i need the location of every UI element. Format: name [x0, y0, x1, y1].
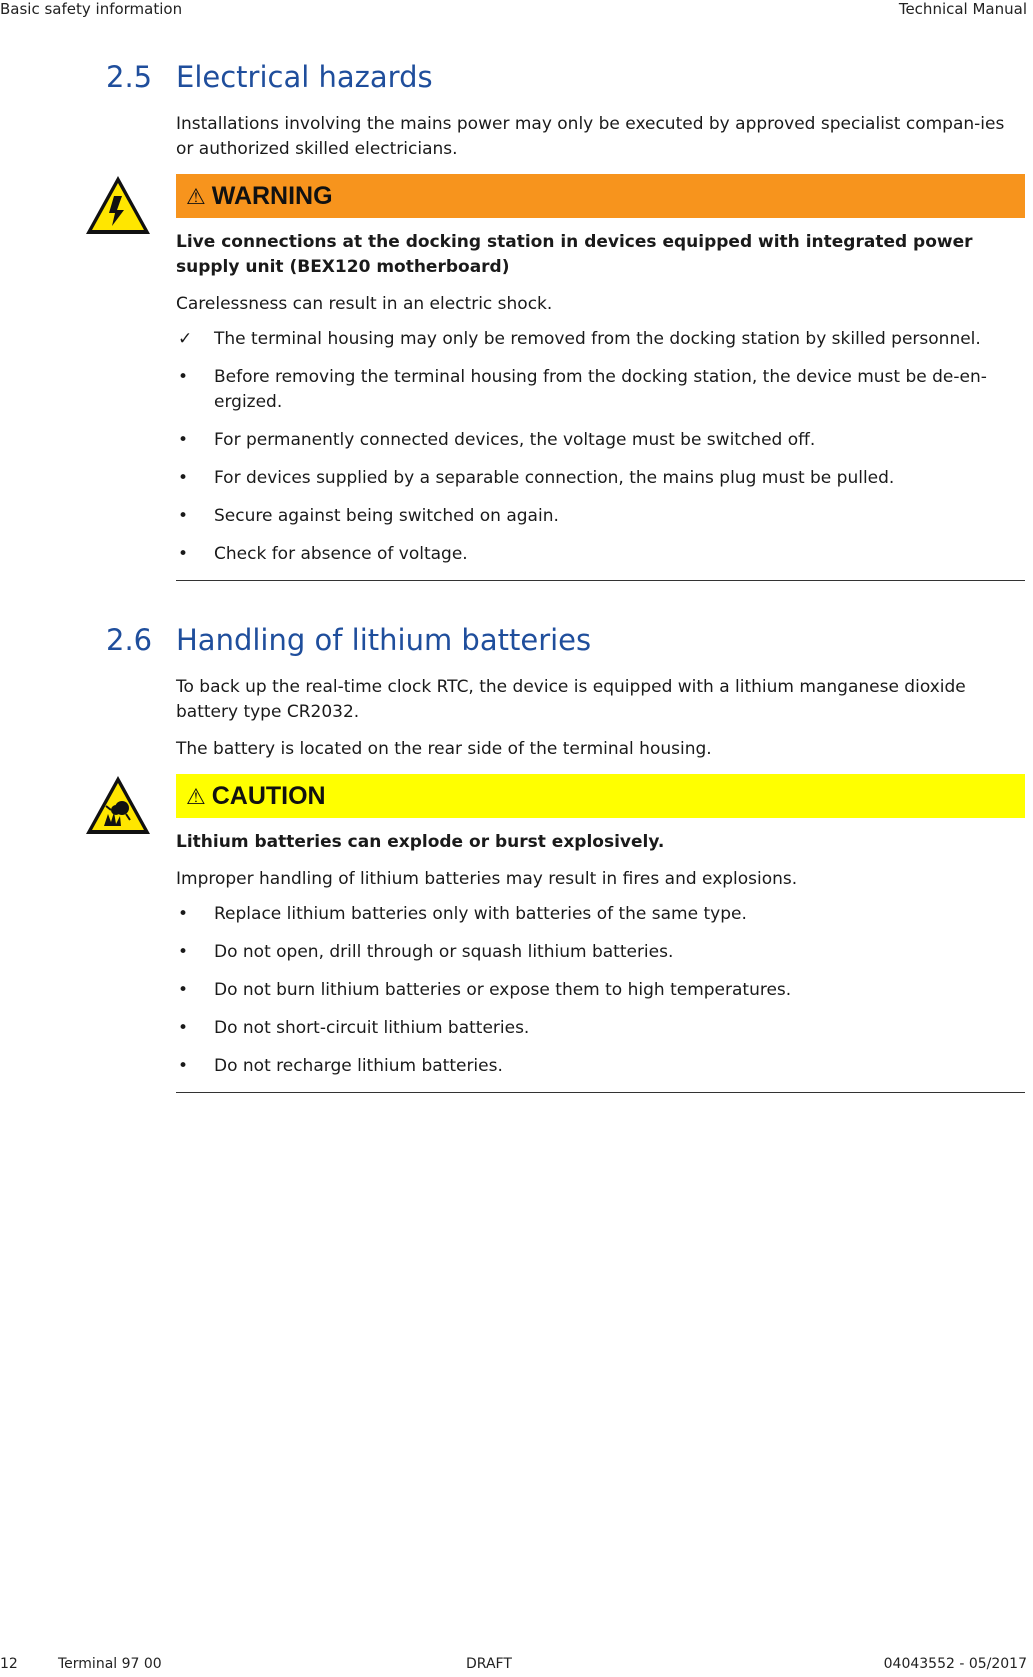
section-lithium-batteries: [106, 623, 1033, 1093]
bullet-icon: •: [178, 942, 189, 962]
footer-doc-id: 04043552 - 05/2017: [883, 1656, 1027, 1672]
list-item: [176, 466, 1025, 491]
warning-notice: [176, 174, 1025, 581]
bullet-icon: •: [178, 367, 189, 387]
list-item-text: Secure against being switched on again.: [214, 506, 559, 526]
list-item-text: The terminal housing may only be removed from the docking station by skilled personnel.: [214, 329, 981, 349]
list-item: [176, 902, 1025, 927]
notice-lead: Improper handling of lithium batteries may result in fires and explosions.: [176, 869, 798, 889]
section-intro: Installations involving the mains power may only be executed by approved specialist compan-ies or authorized skilled electricians.: [176, 114, 1005, 159]
list-item-text: For permanently connected devices, the voltage must be switched off.: [214, 430, 816, 450]
list-item-text: Do not burn lithium batteries or expose them to high temperatures.: [214, 980, 792, 1000]
notice-level: CAUTION: [211, 781, 326, 810]
list-item: [176, 428, 1025, 453]
warning-triangle-icon: ⚠: [186, 783, 206, 809]
list-item: [176, 542, 1025, 567]
notice-list: [176, 902, 1025, 1079]
list-item: [176, 327, 1025, 352]
running-header-right: Technical Manual: [898, 0, 1027, 18]
list-item-text: Do not recharge lithium batteries.: [214, 1056, 503, 1076]
list-item: [176, 978, 1025, 1003]
bullet-icon: •: [178, 506, 189, 526]
bullet-icon: •: [178, 544, 189, 564]
caution-banner: [176, 774, 1025, 818]
footer-page-number: 12: [0, 1656, 18, 1672]
bullet-icon: •: [178, 904, 189, 924]
electric-shock-hazard-icon: [84, 174, 152, 236]
list-item-text: Do not open, drill through or squash lithium batteries.: [214, 942, 674, 962]
section-intro: To back up the real-time clock RTC, the device is equipped with a lithium manganese dioxide battery type CR2032.: [176, 677, 966, 722]
notice-divider: [176, 580, 1025, 581]
running-header-left: Basic safety information: [0, 0, 183, 18]
list-item: [176, 504, 1025, 529]
footer-product: Terminal 97 00: [58, 1656, 162, 1672]
notice-divider: [176, 1092, 1025, 1093]
section-heading: [106, 623, 1033, 657]
list-item: [176, 365, 1025, 415]
warning-banner: [176, 174, 1025, 218]
section-title: Handling of lithium batteries: [176, 623, 592, 657]
bullet-icon: •: [178, 1056, 189, 1076]
notice-title: Lithium batteries can explode or burst explosively.: [176, 832, 665, 852]
bullet-icon: •: [178, 430, 189, 450]
section-electrical-hazards: [106, 60, 1033, 581]
notice-list: [176, 327, 1025, 567]
bullet-icon: •: [178, 1018, 189, 1038]
bullet-icon: •: [178, 468, 189, 488]
list-item-text: Replace lithium batteries only with batteries of the same type.: [214, 904, 747, 924]
warning-triangle-icon: ⚠: [186, 183, 206, 209]
list-item-text: Before removing the terminal housing from the docking station, the device must be de-en-ergized.: [214, 367, 987, 412]
checkmark-icon: ✓: [178, 329, 193, 349]
section-heading: [106, 60, 1033, 94]
list-item: [176, 940, 1025, 965]
list-item-text: Do not short-circuit lithium batteries.: [214, 1018, 530, 1038]
footer-status: DRAFT: [466, 1656, 512, 1672]
bullet-icon: •: [178, 980, 189, 1000]
explosion-hazard-icon: [84, 774, 152, 836]
notice-level: WARNING: [211, 181, 333, 210]
notice-lead: Carelessness can result in an electric shock.: [176, 294, 553, 314]
list-item-text: For devices supplied by a separable connection, the mains plug must be pulled.: [214, 468, 895, 488]
list-item: [176, 1016, 1025, 1041]
notice-title: Live connections at the docking station in devices equipped with integrated power supply unit (BEX120 motherboard): [176, 232, 973, 277]
section-title: Electrical hazards: [176, 60, 433, 94]
list-item: [176, 1054, 1025, 1079]
section-number: 2.6: [106, 623, 153, 657]
list-item-text: Check for absence of voltage.: [214, 544, 468, 564]
section-number: 2.5: [106, 60, 153, 94]
section-intro-2: The battery is located on the rear side of the terminal housing.: [176, 739, 712, 759]
caution-notice: [176, 774, 1025, 1093]
